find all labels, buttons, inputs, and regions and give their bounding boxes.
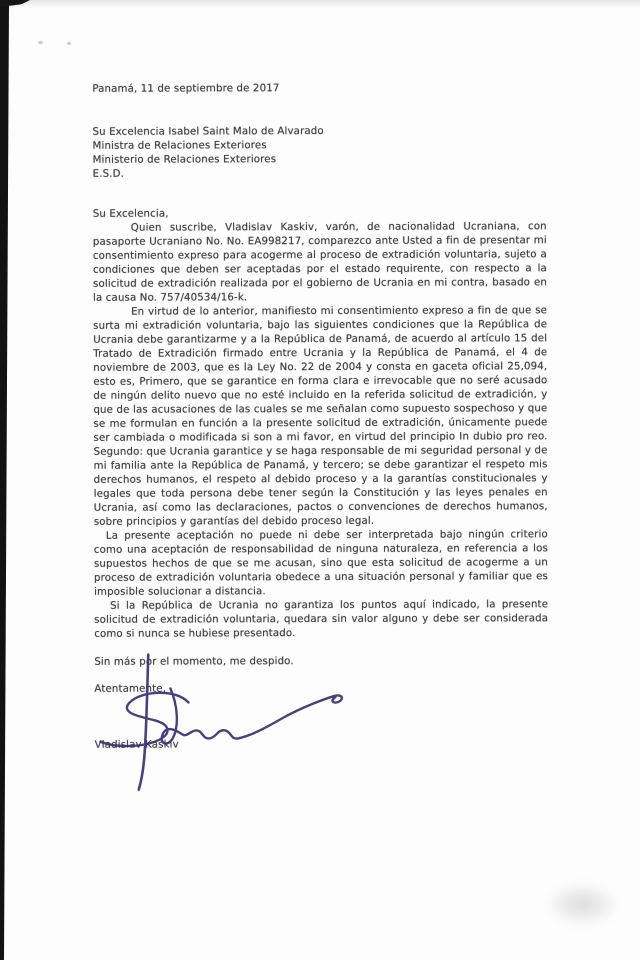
signature-block — [94, 681, 548, 753]
scan-smudge-dot — [38, 41, 43, 44]
letter-paragraph-1: Quien suscribe, Vladislav Kaskiv, varón, de nacionalidad Ucraniana, con pasaporte Ucraniano No. No. EA998217, comparezco ante Usted a fin de presentar mi consentimiento expreso para acogerme al proceso de extradición voluntaria, sujeto a condiciones que deben ser aceptadas por el estado requirente, con respecto a la solicitud de extradición realizada por el gobierno de Ucrania en mi contra, basado en la causa No. 757/40534/16-k. — [92, 221, 548, 304]
recipient-line-title: Ministra de Relaciones Exteriores — [92, 140, 267, 152]
signature-ink-icon — [82, 652, 383, 803]
scan-smudge-blob — [545, 882, 620, 927]
letter-paragraph-3: La presente aceptación no puede ni debe ser interpretada bajo ningún criterio como una aceptación de responsabilidad de ninguna naturaleza, en referencia a los supuestos hechos de que se me acusan, sino que esta solicitud de acogerme a un proceso de extradición voluntaria obedece a una situación personal y familiar que es imposible solucionar a distancia. — [93, 529, 549, 598]
date-line: Panamá, 11 de septiembre de 2017 — [92, 83, 280, 95]
valediction: Atentamente, — [94, 683, 167, 695]
scan-smudge-dot — [67, 42, 71, 45]
scan-shadow-top — [0, 0, 640, 8]
closing-line: Sin más por el momento, me despido. — [94, 656, 294, 668]
salutation: Su Excelencia, — [92, 208, 169, 220]
recipient-line-name: Su Excelencia Isabel Saint Malo de Alvarado — [92, 125, 324, 138]
recipient-block — [92, 124, 546, 182]
signer-name: Vladislav Kaskiv — [94, 739, 179, 751]
recipient-line-ministry: Ministerio de Relaciones Exteriores — [92, 154, 277, 166]
letter-paragraph-4: Si la República de Ucrania no garantiza los puntos aquí indicado, la presente solicitud de extradición voluntaria, quedara sin valor alguno y debe ser considerada como si nunca se hubiese presentado. — [94, 599, 549, 640]
letter-paragraph-2: En virtud de lo anterior, manifiesto mi consentimiento expreso a fin de que se surta mi extradición voluntaria, bajo las siguientes condiciones que la República de Ucrania debe garantizarme y a la República de Panamá, de acuerdo al artículo 15 del Tratado de Extradición firmado entre Ucrania y la República de Panamá, el 4 de noviembre de 2003, que es la Ley No. 22 de 2004 y consta en gaceta oficial 25,094, esto es, Primero, que se garantice en forma clara e irrevocable que no seré acusado de ningún delito nuevo que no esté incluido en la referida solicitud de extradición, y que de las acusaciones de las cuales se me señalan como supuesto sospechoso y que se me formulan en función a la presente solicitud de extradición, únicamente puede ser cambiada o modificada si son a mi favor, en virtud del principio In dubio pro reo. Segundo: que Ucrania garantice y se haga responsable de mi seguridad personal y de mi familia ante la República de Panamá, y tercero; se debe garantizar el respeto mis derechos humanos, el respeto al debido proceso y a la garantías constitucionales y legales que toda persona debe tener según la Constitución y las leyes penales en Ucrania, así como las declaraciones, pactos o convenciones de derechos humanos, sobre principios y garantías del debido proceso legal. — [93, 305, 548, 528]
recipient-line-esd: E.S.D. — [92, 168, 125, 180]
